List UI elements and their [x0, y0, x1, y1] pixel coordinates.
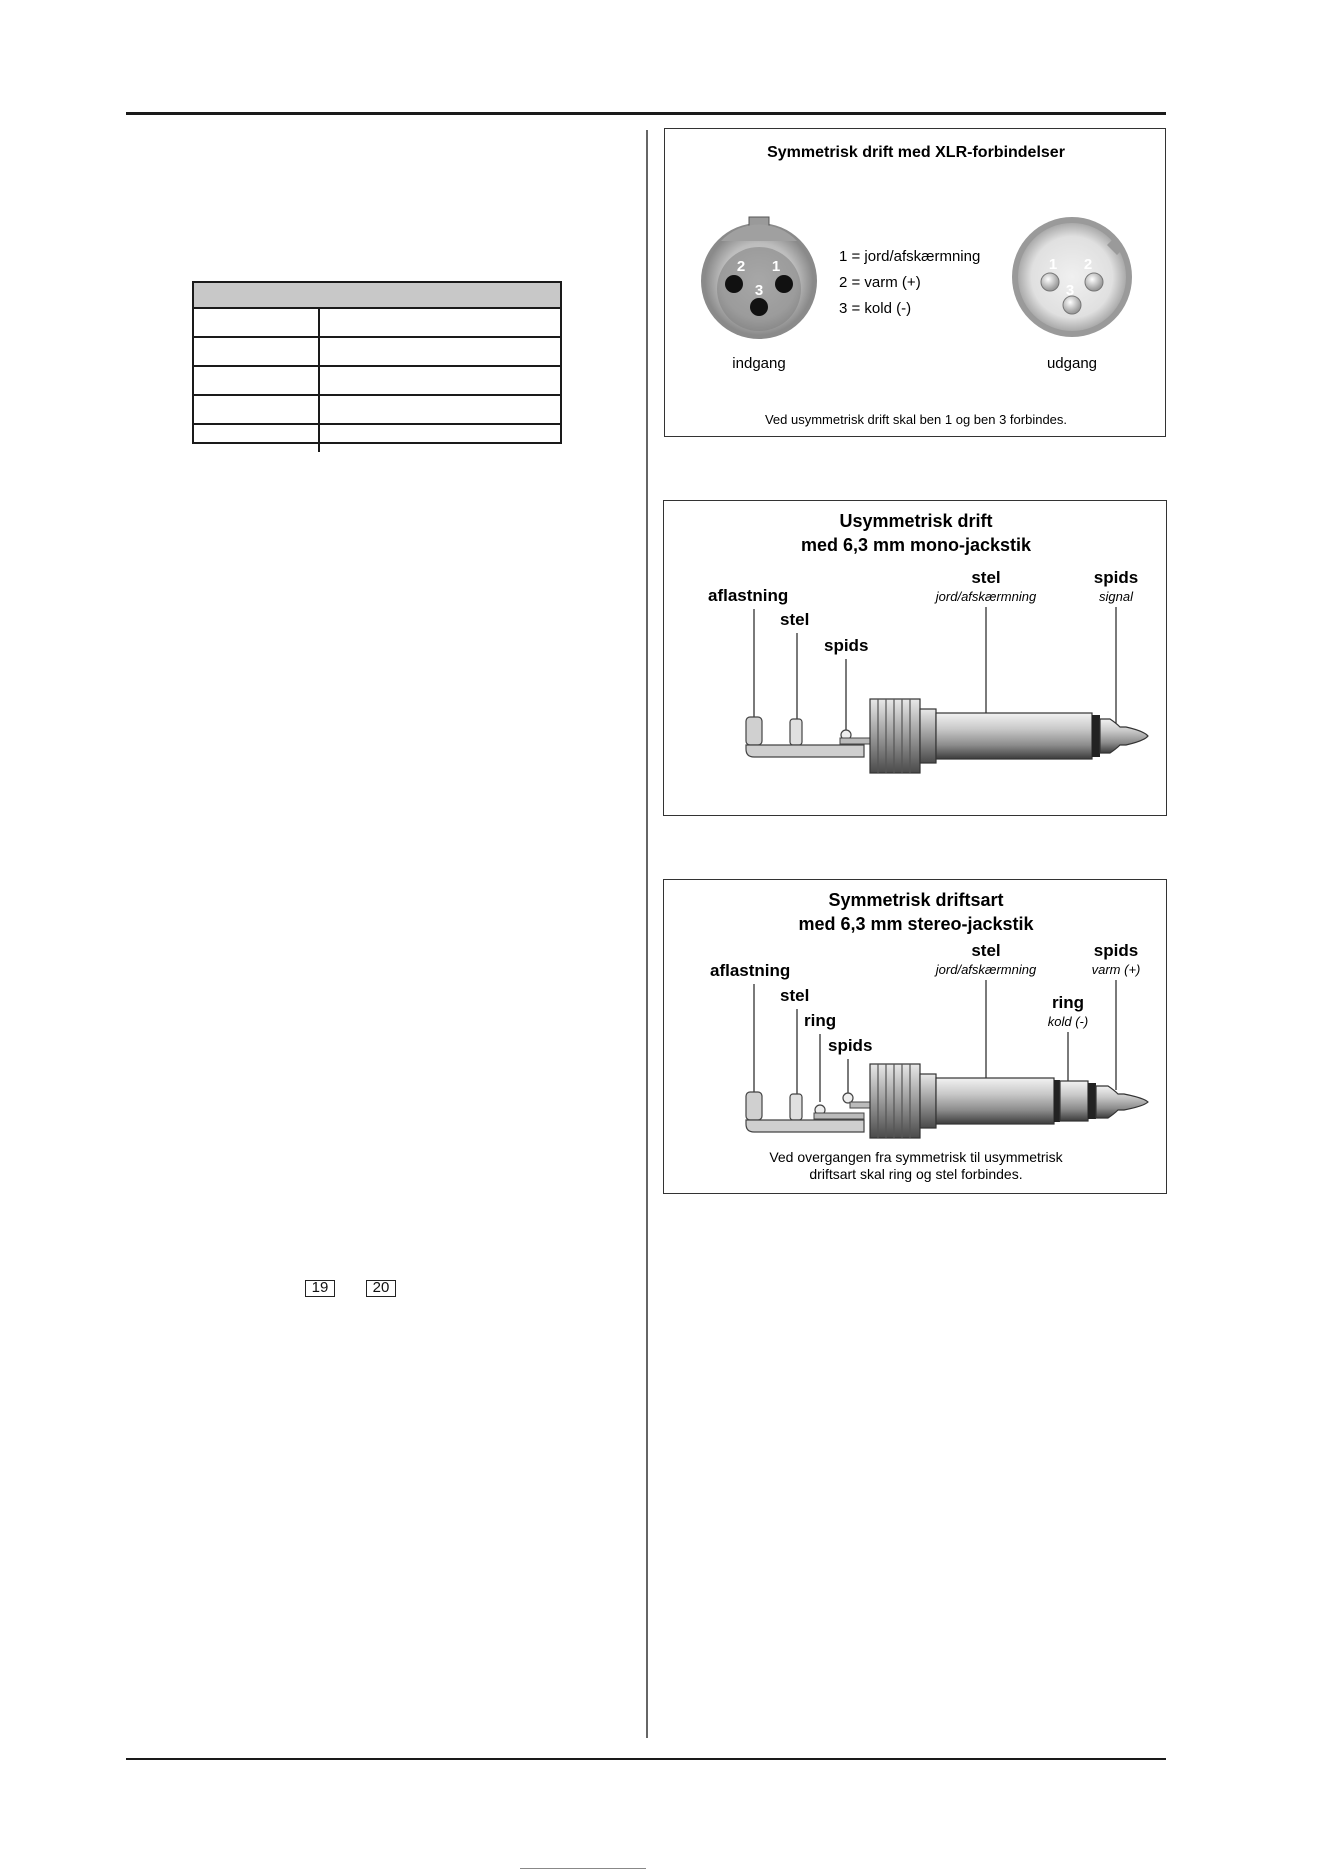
- label-spids-sub: varm (+): [1091, 962, 1141, 977]
- input-label: indgang: [732, 355, 786, 372]
- xlr-figure: [664, 128, 1166, 437]
- column-divider: [646, 130, 648, 1738]
- label-stel-small: stel: [780, 610, 810, 629]
- output-label: udgang: [1046, 355, 1098, 372]
- reference-box: 19: [305, 1280, 335, 1297]
- table-row: [194, 367, 560, 396]
- stereo-jack-icon: [746, 1064, 1148, 1138]
- male-pin-2: 2: [1083, 256, 1093, 273]
- reference-box: 20: [366, 1280, 396, 1297]
- xlr-male-connector-icon: [1012, 217, 1132, 337]
- stereo-jack-diagram: [664, 880, 1168, 1195]
- label-spids-sub: signal: [1099, 589, 1133, 604]
- table-cell: [320, 425, 560, 452]
- female-pin-1: 1: [771, 258, 781, 275]
- mono-title-line1: Usymmetrisk drift: [839, 511, 993, 531]
- stereo-title-line1: Symmetrisk driftsart: [828, 890, 1004, 910]
- table-row: [194, 309, 560, 338]
- label-stel-sub: jord/afskærmning: [935, 962, 1037, 977]
- label-stel: stel: [971, 941, 1001, 960]
- pin-legend-1: 1 = jord/afskærmning: [839, 248, 981, 265]
- table-cell: [194, 309, 320, 336]
- mono-jack-icon: [746, 699, 1148, 773]
- table-cell: [194, 396, 320, 423]
- table-row: [194, 425, 560, 452]
- stereo-title-line2: med 6,3 mm stereo-jackstik: [798, 914, 1034, 934]
- pin-legend-2: 2 = varm (+): [839, 274, 921, 291]
- label-spids-small: spids: [824, 636, 869, 655]
- xlr-title: Symmetrisk drift med XLR-forbindelser: [767, 144, 1065, 161]
- footer-rule: [126, 1758, 1166, 1760]
- table-row: [194, 338, 560, 367]
- mono-jack-diagram: [664, 501, 1168, 817]
- female-pin-2: 2: [736, 258, 746, 275]
- male-pin-3: 3: [1065, 282, 1075, 299]
- table-header: [194, 283, 560, 309]
- xlr-female-connector-icon: [701, 217, 817, 339]
- table-cell: [320, 396, 560, 423]
- xlr-diagram: [665, 129, 1167, 438]
- mono-jack-figure: [663, 500, 1167, 816]
- table-cell: [194, 367, 320, 394]
- stereo-note-line1: Ved overgangen fra symmetrisk til usymmetrisk: [769, 1149, 1063, 1165]
- label-stel: stel: [971, 568, 1001, 587]
- stereo-jack-figure: [663, 879, 1167, 1194]
- table-cell: [320, 338, 560, 365]
- table-cell: [194, 338, 320, 365]
- label-spids: spids: [1093, 568, 1139, 587]
- footer-mark: [520, 1868, 646, 1869]
- stereo-note-line2: driftsart skal ring og stel forbindes.: [809, 1166, 1023, 1182]
- pin-legend-3: 3 = kold (-): [839, 300, 912, 317]
- table-cell: [320, 367, 560, 394]
- label-spids-small: spids: [828, 1036, 873, 1055]
- label-ring: ring: [1051, 993, 1085, 1012]
- mono-title-line2: med 6,3 mm mono-jackstik: [800, 535, 1032, 555]
- header-rule: [126, 112, 1166, 115]
- label-spids: spids: [1093, 941, 1139, 960]
- label-aflastning: aflastning: [708, 586, 789, 605]
- male-pin-1: 1: [1048, 256, 1058, 273]
- label-ring-sub: kold (-): [1047, 1014, 1089, 1029]
- table-cell: [194, 425, 320, 452]
- label-stel-small: stel: [780, 986, 810, 1005]
- table-row: [194, 396, 560, 425]
- female-pin-3: 3: [754, 282, 764, 299]
- label-aflastning: aflastning: [710, 961, 791, 980]
- spec-table: [192, 281, 562, 444]
- label-ring-small: ring: [804, 1011, 837, 1030]
- label-stel-sub: jord/afskærmning: [935, 589, 1037, 604]
- xlr-note: Ved usymmetrisk drift skal ben 1 og ben 3 forbindes.: [764, 412, 1068, 427]
- table-cell: [320, 309, 560, 336]
